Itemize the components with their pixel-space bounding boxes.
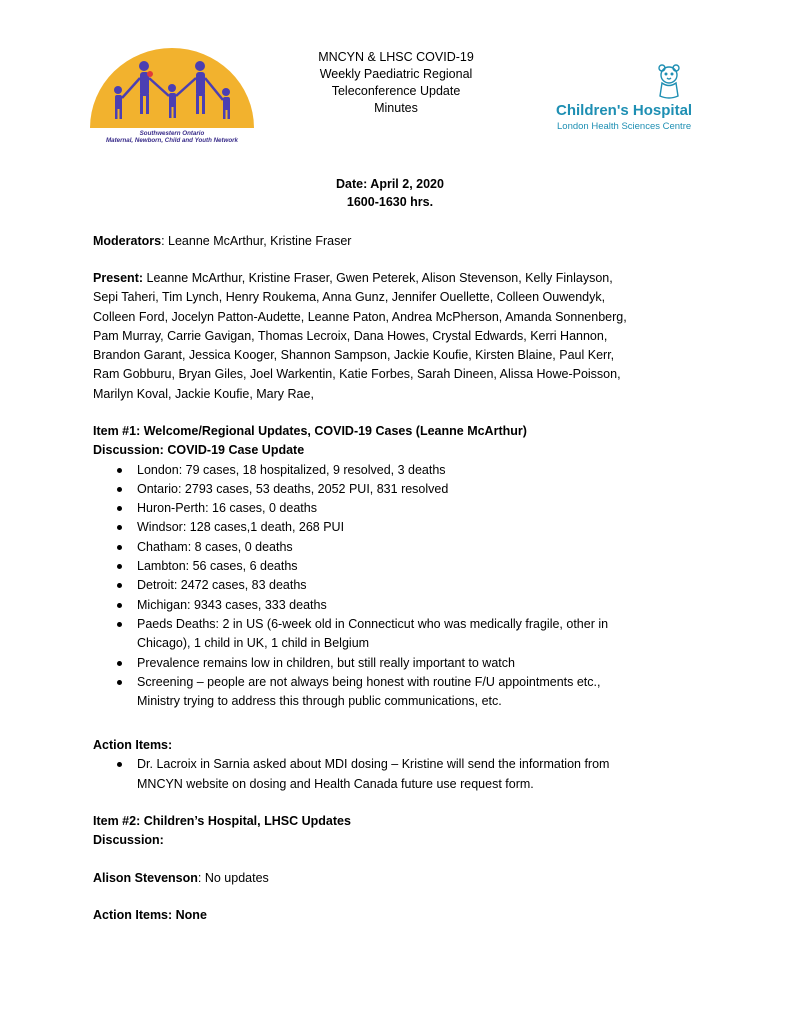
family-arc-icon <box>88 44 256 130</box>
item-1-discussion: Discussion: COVID-19 Case Update <box>93 443 305 458</box>
moderators-label: Moderators <box>93 234 162 248</box>
list-item: Huron-Perth: 16 cases, 0 deaths <box>111 499 693 518</box>
case-update-list <box>111 461 693 712</box>
present-list <box>93 269 693 404</box>
list-item: Screening – people are not always being honest with routine F/U appointments etc., Ministry trying to address this through public communications, etc. <box>111 673 693 712</box>
item-2-heading: Item #2: Children’s Hospital, LHSC Updates <box>93 814 351 828</box>
title-line-4: Minutes <box>374 101 418 115</box>
meeting-date-block <box>280 175 500 211</box>
meeting-date: Date: April 2, 2020 <box>336 177 444 191</box>
list-item: Detroit: 2472 cases, 83 deaths <box>111 576 693 595</box>
list-item: Lambton: 56 cases, 6 deaths <box>111 557 693 576</box>
hospital-subtitle: London Health Sciences Centre <box>557 121 692 132</box>
meeting-time: 1600-1630 hrs. <box>346 195 434 209</box>
item-1-section <box>93 422 693 711</box>
present-line: Colleen Ford, Jocelyn Patton-Audette, Leanne Paton, Andrea McPherson, Amanda Sonnenberg, <box>93 309 627 324</box>
logo-caption-region: Southwestern Ontario <box>139 130 205 137</box>
list-item: Chatham: 8 cases, 0 deaths <box>111 538 693 557</box>
title-line-3: Teleconference Update <box>331 84 461 98</box>
list-item: Dr. Lacroix in Sarnia asked about MDI dosing – Kristine will send the information from MNCYN website on dosing and Health Canada future use request form. <box>111 755 693 794</box>
update-text: : No updates <box>197 871 269 885</box>
present-line: Brandon Garant, Jessica Kooger, Shannon Sampson, Jackie Koufie, Kirsten Blaine, Paul Kerr, <box>93 348 615 363</box>
present-line: Marilyn Koval, Jackie Koufie, Mary Rae, <box>93 386 314 401</box>
present-line: Pam Murray, Carrie Gavigan, Thomas Lecroix, Dana Howes, Crystal Edwards, Kerri Hannon, <box>93 328 608 343</box>
present-line: Leanne McArthur, Kristine Fraser, Gwen Peterek, Alison Stevenson, Kelly Finlayson, <box>143 271 613 285</box>
childrens-hospital-logo <box>556 64 693 134</box>
logo-caption-network: Maternal, Newborn, Child and Youth Network <box>105 137 238 144</box>
teddy-bear-icon <box>654 64 684 100</box>
list-item: Windsor: 128 cases,1 death, 268 PUI <box>111 518 693 537</box>
list-item: Paeds Deaths: 2 in US (6-week old in Connecticut who was medically fragile, other in Chicago), 1 child in UK, 1 child in Belgium <box>111 615 693 654</box>
list-item: London: 79 cases, 18 hospitalized, 9 resolved, 3 deaths <box>111 461 693 480</box>
title-line-1: MNCYN & LHSC COVID-19 <box>318 50 474 64</box>
list-item: Ontario: 2793 cases, 53 deaths, 2052 PUI, 831 resolved <box>111 480 693 499</box>
present-label: Present: <box>93 271 144 285</box>
mncyn-logo <box>88 44 256 144</box>
item-1-heading: Item #1: Welcome/Regional Updates, COVID-19 Cases (Leanne McArthur) <box>93 424 527 438</box>
action-items-heading: Action Items: <box>93 738 173 752</box>
item-2-update <box>93 869 693 888</box>
hospital-name: Children's Hospital <box>556 102 693 119</box>
action-items-list <box>111 755 693 794</box>
list-item: Prevalence remains low in children, but still really important to watch <box>111 654 693 673</box>
item-2-discussion: Discussion: <box>93 833 164 848</box>
item-2-section <box>93 812 693 851</box>
moderators-line <box>93 232 693 251</box>
update-name: Alison Stevenson <box>93 871 198 885</box>
present-line: Ram Gobburu, Bryan Giles, Joel Warkentin, Katie Forbes, Sarah Dineen, Alissa Howe-Poisson, <box>93 367 621 382</box>
item-2-action: Action Items: None <box>93 908 207 922</box>
item-1-actions <box>93 736 693 794</box>
moderators-value: : Leanne McArthur, Kristine Fraser <box>161 234 352 248</box>
present-line: Sepi Taheri, Tim Lynch, Henry Roukema, Anna Gunz, Jennifer Ouellette, Colleen Ouwendyk, <box>93 290 606 305</box>
document-title <box>300 49 492 117</box>
title-line-2: Weekly Paediatric Regional <box>319 67 473 81</box>
list-item: Michigan: 9343 cases, 333 deaths <box>111 596 693 615</box>
